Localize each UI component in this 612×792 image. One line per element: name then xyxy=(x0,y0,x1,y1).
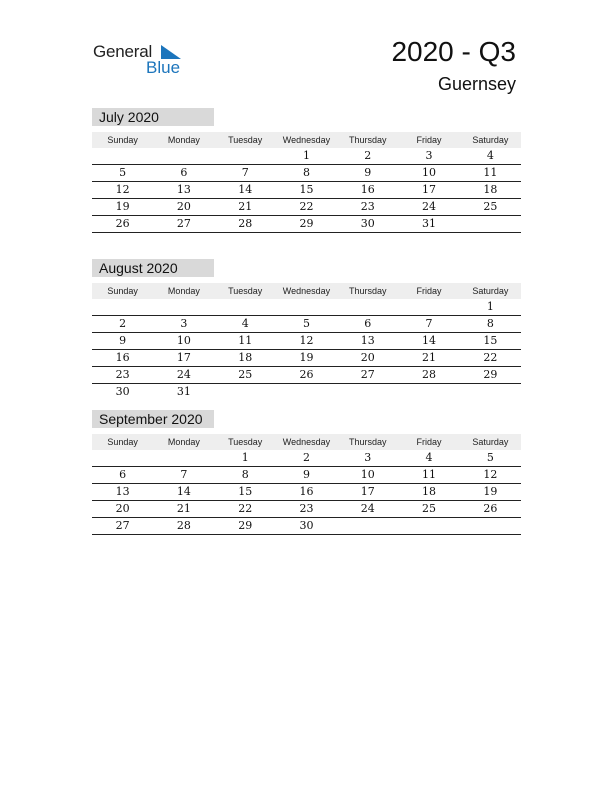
day-cell xyxy=(276,299,337,315)
day-cell: 1 xyxy=(302,149,310,162)
day-cell xyxy=(460,216,521,232)
day-cell: 31 xyxy=(422,217,437,230)
day-cell: 22 xyxy=(299,200,314,213)
day-cell: 24 xyxy=(360,502,375,515)
day-cell: 8 xyxy=(486,317,494,330)
day-cell: 7 xyxy=(241,166,249,179)
day-cell: 24 xyxy=(422,200,437,213)
month-title: September 2020 xyxy=(92,410,214,428)
week-row xyxy=(92,299,521,316)
week-row xyxy=(92,484,521,501)
day-cell: 17 xyxy=(360,485,375,498)
day-cell: 5 xyxy=(302,317,310,330)
weekday-header-row xyxy=(92,132,521,148)
weekday-label: Friday xyxy=(416,286,442,296)
day-cell: 25 xyxy=(483,200,498,213)
day-cell: 28 xyxy=(422,368,437,381)
day-cell: 21 xyxy=(238,200,253,213)
day-cell xyxy=(92,450,153,466)
weekday-label: Friday xyxy=(416,437,442,447)
month-july xyxy=(92,108,521,233)
day-cell xyxy=(337,299,398,315)
day-cell: 25 xyxy=(238,368,253,381)
day-cell: 7 xyxy=(180,468,188,481)
month-september xyxy=(92,410,521,535)
day-cell: 13 xyxy=(360,334,375,347)
week-row xyxy=(92,367,521,384)
day-cell: 7 xyxy=(425,317,433,330)
day-cell: 1 xyxy=(241,451,249,464)
day-cell: 6 xyxy=(180,166,188,179)
day-cell: 18 xyxy=(422,485,437,498)
weekday-label: Wednesday xyxy=(282,286,331,296)
day-cell xyxy=(337,518,398,534)
day-cell: 2 xyxy=(302,451,310,464)
week-row xyxy=(92,467,521,484)
day-cell: 23 xyxy=(360,200,375,213)
day-cell: 10 xyxy=(176,334,191,347)
day-cell xyxy=(215,299,276,315)
day-cell: 11 xyxy=(483,166,498,179)
day-cell: 15 xyxy=(299,183,314,196)
weekday-label: Monday xyxy=(167,437,200,447)
day-cell: 23 xyxy=(299,502,314,515)
week-row xyxy=(92,450,521,467)
weekday-header-row xyxy=(92,283,521,299)
weekday-label: Thursday xyxy=(349,286,387,296)
day-cell xyxy=(337,384,398,400)
weekday-label: Saturday xyxy=(472,135,509,145)
weekday-label: Saturday xyxy=(472,286,509,296)
weekday-label: Tuesday xyxy=(228,135,263,145)
day-cell: 11 xyxy=(422,468,437,481)
day-cell: 27 xyxy=(360,368,375,381)
week-row xyxy=(92,316,521,333)
day-cell: 4 xyxy=(486,149,494,162)
month-title: August 2020 xyxy=(92,259,214,277)
day-cell: 14 xyxy=(238,183,253,196)
day-cell xyxy=(92,148,153,164)
day-cell: 2 xyxy=(119,317,127,330)
day-cell: 20 xyxy=(360,351,375,364)
weekday-label: Monday xyxy=(167,135,200,145)
day-cell: 20 xyxy=(176,200,191,213)
day-cell: 6 xyxy=(119,468,127,481)
day-cell xyxy=(153,450,214,466)
day-cell xyxy=(153,148,214,164)
day-cell: 9 xyxy=(302,468,310,481)
month-title: July 2020 xyxy=(92,108,214,126)
week-row xyxy=(92,518,521,535)
day-cell: 14 xyxy=(422,334,437,347)
weekday-label: Sunday xyxy=(107,437,138,447)
day-cell: 15 xyxy=(483,334,498,347)
day-cell: 20 xyxy=(115,502,130,515)
day-cell: 26 xyxy=(483,502,498,515)
weekday-label: Tuesday xyxy=(228,437,263,447)
day-cell xyxy=(276,384,337,400)
day-cell: 3 xyxy=(425,149,433,162)
day-cell: 21 xyxy=(176,502,191,515)
day-cell: 21 xyxy=(422,351,437,364)
week-row xyxy=(92,501,521,518)
day-cell: 3 xyxy=(180,317,188,330)
weekday-label: Saturday xyxy=(472,437,509,447)
day-cell: 29 xyxy=(483,368,498,381)
day-cell: 15 xyxy=(238,485,253,498)
day-cell: 28 xyxy=(176,519,191,532)
week-row xyxy=(92,182,521,199)
day-cell xyxy=(398,299,459,315)
day-cell: 2 xyxy=(364,149,372,162)
weekday-label: Friday xyxy=(416,135,442,145)
day-cell: 19 xyxy=(299,351,314,364)
weekday-label: Thursday xyxy=(349,437,387,447)
day-cell xyxy=(92,299,153,315)
day-cell: 24 xyxy=(176,368,191,381)
weekday-label: Tuesday xyxy=(228,286,263,296)
day-cell: 27 xyxy=(176,217,191,230)
day-cell: 11 xyxy=(238,334,253,347)
day-cell: 8 xyxy=(302,166,310,179)
day-cell xyxy=(215,148,276,164)
day-cell: 31 xyxy=(176,385,191,398)
day-cell: 25 xyxy=(422,502,437,515)
week-row xyxy=(92,165,521,182)
day-cell: 26 xyxy=(299,368,314,381)
day-cell: 5 xyxy=(486,451,494,464)
day-cell: 22 xyxy=(483,351,498,364)
day-cell: 16 xyxy=(299,485,314,498)
day-cell: 17 xyxy=(422,183,437,196)
day-cell: 18 xyxy=(483,183,498,196)
day-cell: 16 xyxy=(115,351,130,364)
day-cell: 4 xyxy=(241,317,249,330)
day-cell xyxy=(460,518,521,534)
day-cell xyxy=(153,299,214,315)
day-cell: 30 xyxy=(115,385,130,398)
day-cell: 14 xyxy=(176,485,191,498)
day-cell: 8 xyxy=(241,468,249,481)
day-cell: 10 xyxy=(360,468,375,481)
weekday-label: Wednesday xyxy=(282,437,331,447)
day-cell: 12 xyxy=(115,183,130,196)
day-cell: 29 xyxy=(299,217,314,230)
day-cell: 19 xyxy=(115,200,130,213)
week-row xyxy=(92,384,521,400)
day-cell xyxy=(398,518,459,534)
day-cell: 10 xyxy=(422,166,437,179)
weekday-label: Sunday xyxy=(107,135,138,145)
day-cell: 27 xyxy=(115,519,130,532)
page-title: 2020 - Q3 xyxy=(391,36,516,67)
weekday-label: Sunday xyxy=(107,286,138,296)
day-cell: 16 xyxy=(360,183,375,196)
day-cell: 13 xyxy=(115,485,130,498)
day-cell: 30 xyxy=(299,519,314,532)
weekday-label: Thursday xyxy=(349,135,387,145)
day-cell: 5 xyxy=(119,166,127,179)
day-cell xyxy=(460,384,521,400)
day-cell: 23 xyxy=(115,368,130,381)
page-subtitle: Guernsey xyxy=(437,74,516,94)
day-cell: 9 xyxy=(364,166,372,179)
day-cell: 26 xyxy=(115,217,130,230)
day-cell xyxy=(215,384,276,400)
logo-text-blue: Blue xyxy=(146,58,181,77)
generalblue-logo xyxy=(93,42,193,78)
day-cell: 13 xyxy=(176,183,191,196)
logo-text-general: General xyxy=(93,42,153,61)
day-cell: 4 xyxy=(425,451,433,464)
day-cell xyxy=(398,384,459,400)
weekday-label: Monday xyxy=(167,286,200,296)
day-cell: 22 xyxy=(238,502,253,515)
week-row xyxy=(92,350,521,367)
day-cell: 1 xyxy=(486,300,494,313)
day-cell: 29 xyxy=(238,519,253,532)
month-august xyxy=(92,259,521,400)
week-row xyxy=(92,333,521,350)
week-row xyxy=(92,199,521,216)
day-cell: 17 xyxy=(176,351,191,364)
day-cell: 30 xyxy=(360,217,375,230)
day-cell: 19 xyxy=(483,485,498,498)
weekday-label: Wednesday xyxy=(282,135,331,145)
week-row xyxy=(92,216,521,233)
day-cell: 9 xyxy=(119,334,127,347)
day-cell: 3 xyxy=(364,451,372,464)
day-cell: 18 xyxy=(238,351,253,364)
day-cell: 6 xyxy=(364,317,372,330)
day-cell: 28 xyxy=(238,217,253,230)
week-row xyxy=(92,148,521,165)
day-cell: 12 xyxy=(299,334,314,347)
day-cell: 12 xyxy=(483,468,498,481)
weekday-header-row xyxy=(92,434,521,450)
